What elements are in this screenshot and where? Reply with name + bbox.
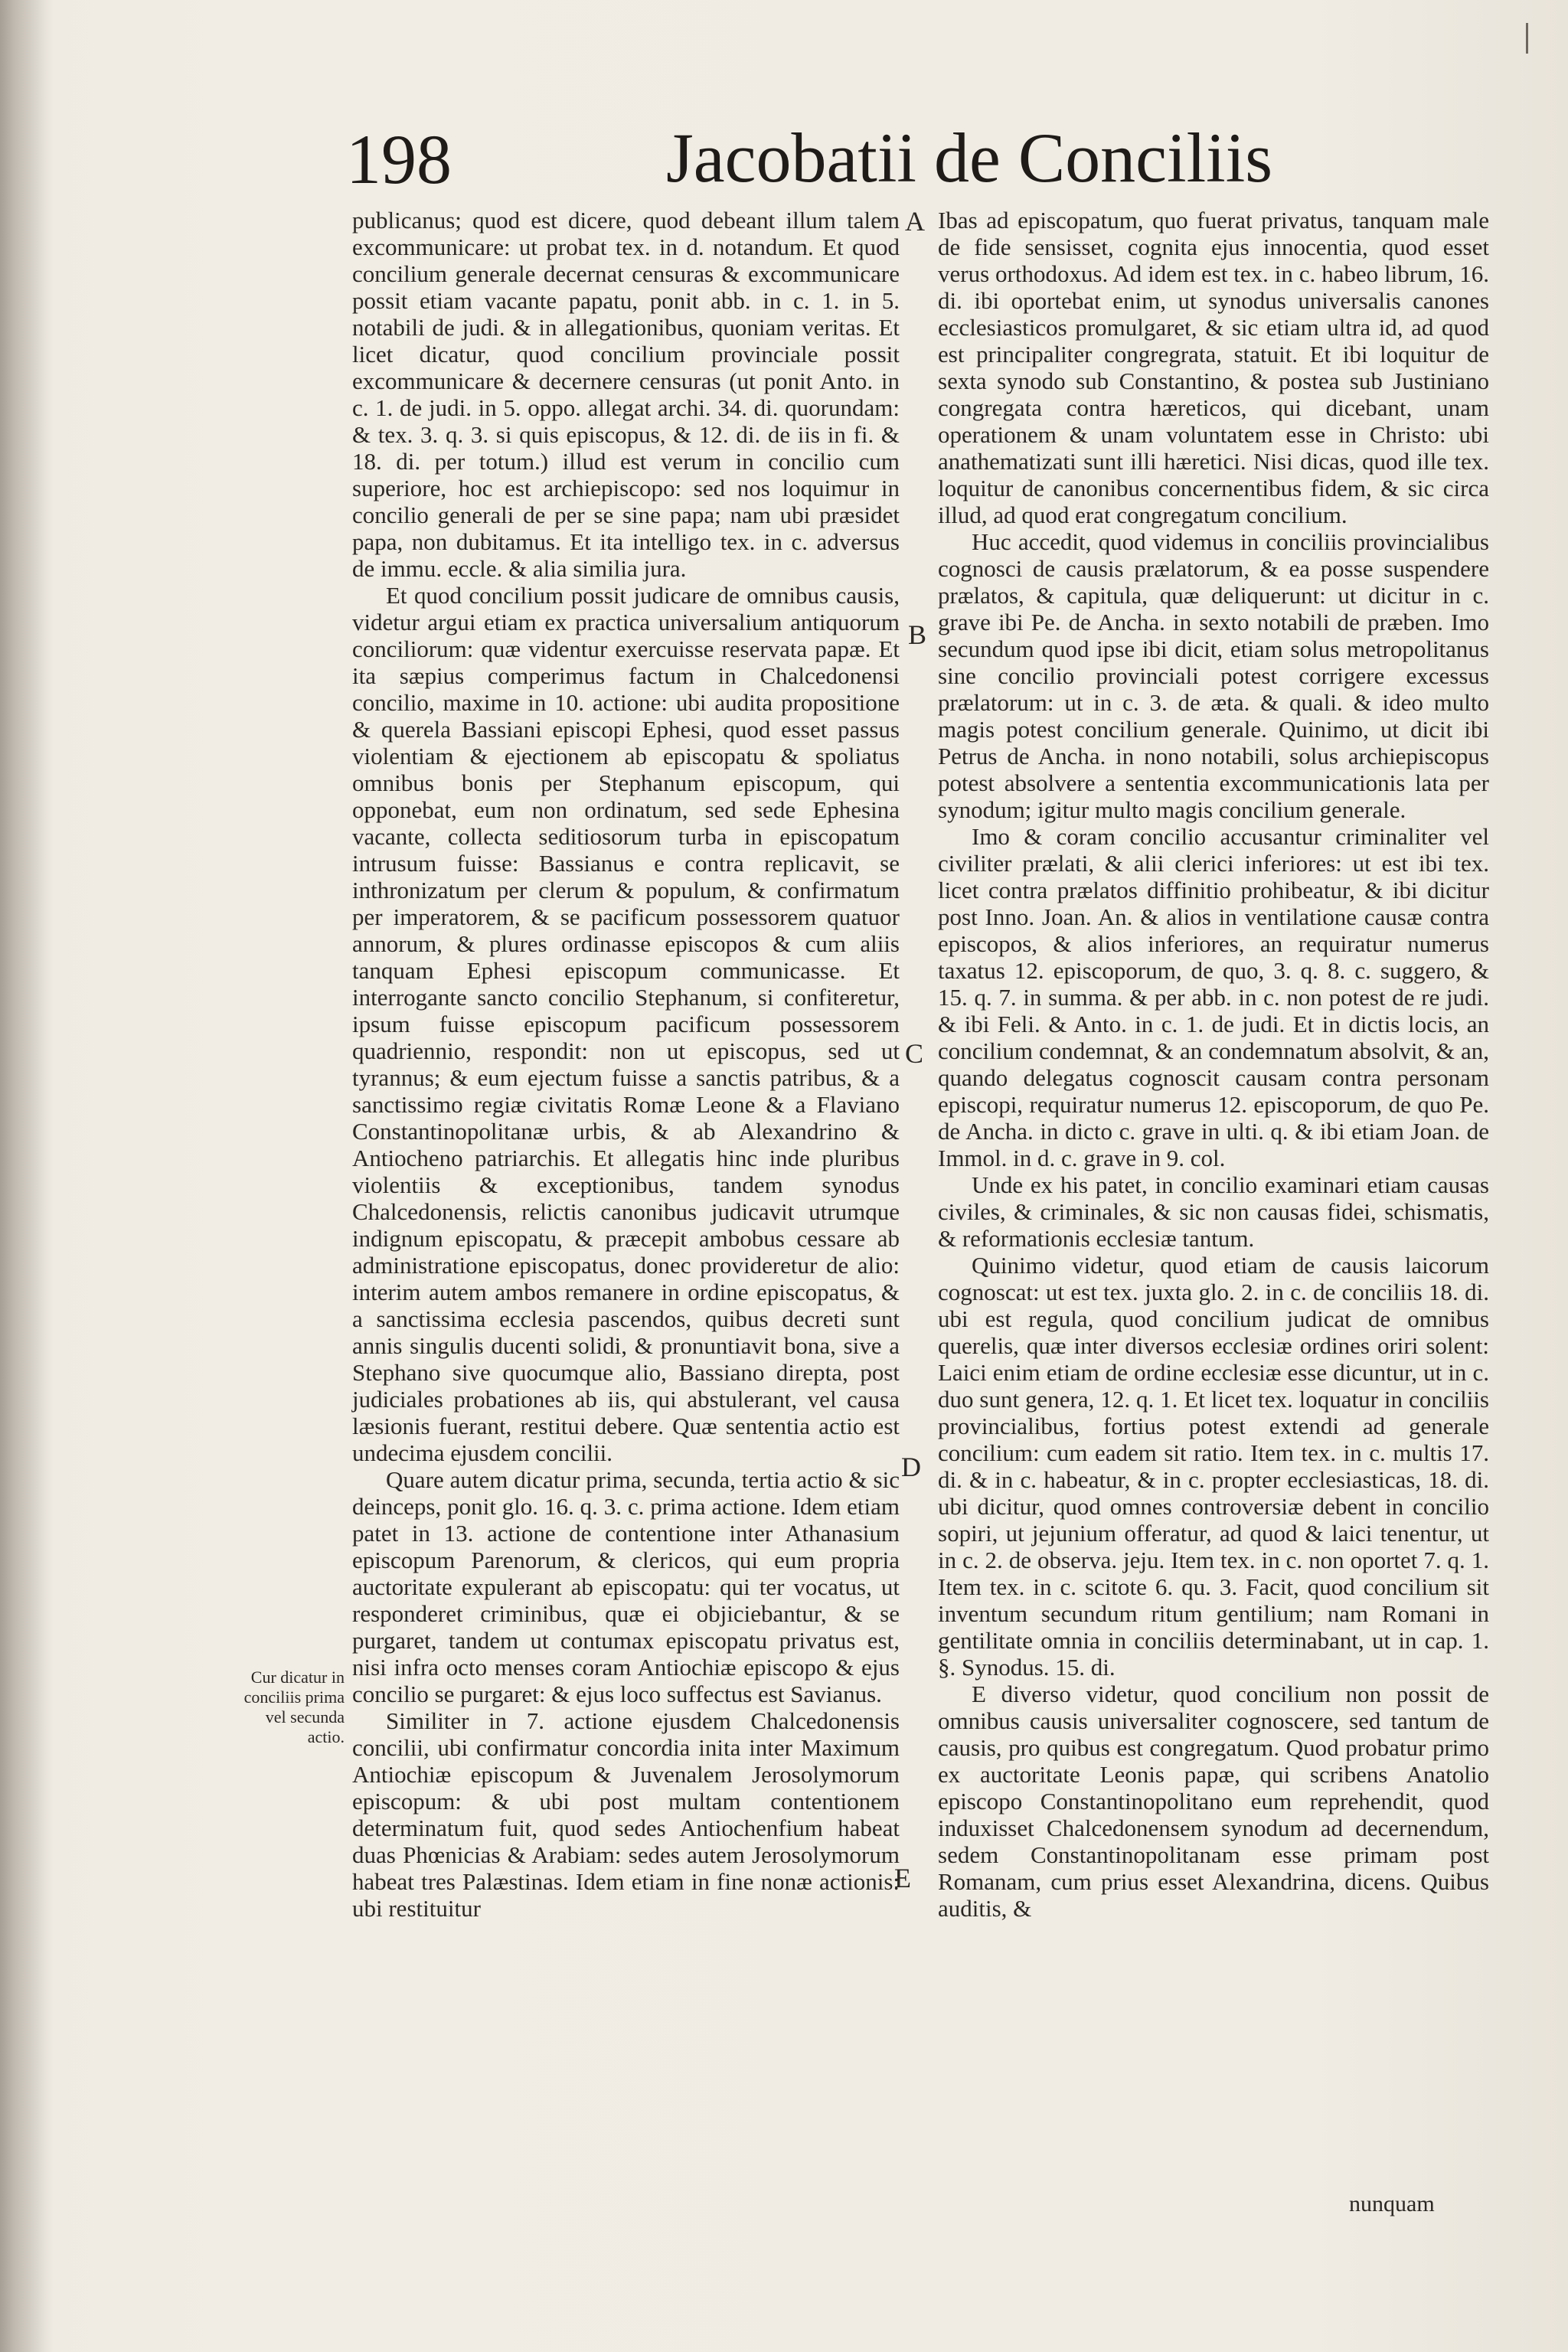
left-paragraph-1: publicanus; quod est dicere, quod debeant illum talem excommunicare: ut probat tex. in d. notandum. Et quod concilium generale decernat censuras & excommunicare possit etiam vacante papatu, ponit abb. in c. 1. in 5. notabili de judi. & in allegationibus, quoniam veritas. Et licet dicatur, quod concilium provinciale possit excommunicare & decernere censuras (ut ponit Anto. in c. 1. de judi. in 5. oppo. allegat archi. 34. di. quorundam: & tex. 3. q. 3. si quis episcopus, & 12. di. de iis in fi. & 18. di. per totum.) illud est verum in concilio cum superiore, hoc est archiepiscopo: sed nos loquimur in concilio generali de per se sine papa; nam ubi præsidet papa, non dubitamus. Et ita intelligo tex. in c. adversus de immu. eccle. & alia similia jura.: [352, 207, 900, 582]
left-paragraph-2: Et quod concilium possit judicare de omnibus causis, videtur argui etiam ex practica universalium antiquorum conciliorum: quæ videntur exercuisse reservata papæ. Et ita sæpius comperimus factum in Chalcedonensi concilio, maxime in 10. actione: ubi audita propositione & querela Bassiani episcopi Ephesi, quod esset passus violentiam & ejectionem ab episcopatu & spoliatus omnibus bonis per Stephanum episcopum, qui opponebat, eum non ordinatum, sed sede Ephesina vacante, collecta seditiosorum turba in episcopatum intrusum fuisse: Bassianus e contra replicavit, se inthronizatum per clerum & populum, & confirmatum per imperatorem, & se pacificum possessorem quatuor annorum, & plures ordinasse episcopos & cum aliis tanquam Ephesi episcopum communicasse. Et interrogante sancto concilio Stephanum, si confiteretur, ipsum fuisse episcopum pacificum possessorem quadriennio, respondit: non ut episcopus, sed ut tyrannus; & eum ejectum fuisse a sanctis patribus, & a sanctissimo regiæ civitatis Romæ Leone & a Flaviano Constantinopolitanæ urbis, & ab Alexandrino & Antiocheno patriarchis. Et allegatis hinc inde pluribus violentiis & exceptionibus, tandem synodus Chalcedonensis, relictis canonibus judicavit utrumque indignum episcopatu, & præcepit ambobus cessare ab administratione episcopatus, donec provideretur de alio: interim autem ambos remanere in ordine episcopatus, & a sanctissima ecclesia pascendos, quibus decreti sunt annis singulis ducenti solidi, & pronuntiavit bona, sive a Stephano sive quocumque alio, Bassiano direpta, post judiciales probationes ab iis, qui abstulerant, vel causa læsionis fuerant, restitui debere. Quæ sententia actio est undecima ejusdem concilii.: [352, 582, 900, 1466]
catchword: nunquam: [1349, 2191, 1435, 2216]
running-title: Jacobatii de Conciliis: [666, 119, 1273, 197]
margin-letter-b: B: [908, 619, 927, 650]
right-paragraph-4: Unde ex his patet, in concilio examinari etiam causas civiles, & criminales, & sic non causas fidei, schismatis, & reformationis ecclesiæ tantum.: [938, 1171, 1489, 1252]
margin-letter-c: C: [905, 1038, 924, 1069]
right-column: [938, 207, 1489, 1922]
binding-shadow: [0, 0, 54, 2352]
side-note: Cur dicatur in conciliis prima vel secunda actio.: [243, 1668, 345, 1746]
left-paragraph-4: Similiter in 7. actione ejusdem Chalcedonensis concilii, ubi confirmatur concordia inita inter Maximum Antiochiæ episcopum & Juvenalem Jerosolymorum episcopum: & ubi post multam contentionem determinatum fuit, quod sedes Antiochenfium habeat duas Phœnicias & Arabiam: sedes autem Jerosolymorum habeat tres Palæstinas. Idem etiam in fine nonæ actionis: ubi restituitur: [352, 1707, 900, 1922]
right-paragraph-1: Ibas ad episcopatum, quo fuerat privatus, tanquam male de fide sensisset, cognita ejus innocentia, quod esset verus orthodoxus. Ad idem est tex. in c. habeo librum, 16. di. ibi oportebat enim, ut synodus universalis canones ecclesiasticos promulgaret, & sic etiam ultra id, ad quod est principaliter congregrata, statuit. Et ibi loquitur de sexta synodo sub Constantino, & postea sub Justiniano congregata contra hæreticos, qui dicebant, unam operationem & unam voluntatem esse in Christo: ubi anathematizati sunt illi hæretici. Nisi dicas, quod ille tex. loquitur de canonibus concernentibus fidem, & sic circa illud, ad quod erat congregatum concilium.: [938, 207, 1489, 528]
margin-letter-d: D: [901, 1452, 921, 1482]
right-paragraph-3: Imo & coram concilio accusantur criminaliter vel civiliter prælati, & alii clerici inferiores: ut est ibi tex. licet contra prælatos diffinitio prohibeatur, & ibi dicitur post Inno. Joan. An. & alios in ventilatione causæ contra episcopos, & alios inferiores, an requiratur numerus taxatus 12. episcoporum, de quo, 3. q. 8. c. suggero, & 15. q. 7. in summa. & per abb. in c. non potest de re judi. & ibi Feli. & Anto. in c. 1. de judi. Et in dictis locis, an concilium condemnat, & an condemnatum absolvit, & an, quando delegatus cognoscit causam contra personam episcopi, requiratur numerus 12. episcoporum, de quo Pe. de Ancha. in dicto c. grave in ulti. q. & ibi etiam Joan. de Immol. in d. c. grave in 9. col.: [938, 823, 1489, 1171]
right-paragraph-2: Huc accedit, quod videmus in conciliis provincialibus cognosci de causis prælatorum, & ea posse suspendere prælatos, & capitula, quæ deliquerunt: ut dicitur in c. grave ibi Pe. de Ancha. in sexto notabili de præben. Imo secundum quod ipse ibi dicit, etiam solus metropolitanus sine concilio provinciali potest corrigere excessus prælatorum: ut in c. 3. de æta. & quali. & ideo multo magis potest concilium generale. Quinimo, ut dicit ibi Petrus de Ancha. in nono notabili, solus archiepiscopus potest absolvere a sententia excommunicationis lata per synodum; igitur multo magis concilium generale.: [938, 528, 1489, 823]
left-column: [352, 207, 900, 1922]
page-header: [0, 115, 1568, 199]
right-paragraph-6: E diverso videtur, quod concilium non possit de omnibus causis universaliter cognoscere, sed tantum de causis, pro quibus est congregatum. Quod probatur primo ex auctoritate Leonis papæ, qui scribens Anatolio episcopo Constantinopolitano eum reprehendit, quod induxisset Chalcedonensem synodum ad decernendum, sedem Constantinopolitanam esse primam post Romanam, cum prius esset Alexandrina, dicens. Quibus auditis, &: [938, 1681, 1489, 1922]
margin-letter-e: E: [894, 1863, 911, 1893]
page-number: 198: [346, 120, 452, 198]
left-paragraph-3: Quare autem dicatur prima, secunda, tertia actio & sic deinceps, ponit glo. 16. q. 3. c. prima actione. Idem etiam patet in 13. actione de contentione inter Athanasium episcopum Parenorum, & clericos, qui eum propria auctoritate expulerant ab episcopatu: qui ter vocatus, ut responderet criminibus, quæ ei objiciebantur, & se purgaret, tandem ut contumax episcopatu privatus est, nisi infra octo menses coram Antiochiæ episcopo & ejus concilio se purgaret: & ejus loco suffectus est Savianus.: [352, 1466, 900, 1707]
margin-letter-a: A: [905, 206, 925, 237]
scan-mark: [1526, 23, 1528, 54]
right-paragraph-5: Quinimo videtur, quod etiam de causis laicorum cognoscat: ut est tex. juxta glo. 2. in c. de conciliis 18. di. ubi est regula, quod concilium judicat de omnibus querelis, quæ inter diversos ecclesiæ ordines oriri solent: Laici enim etiam de ordine ecclesiæ esse dicuntur, ut in c. duo sunt genera, 12. q. 1. Et licet tex. loquatur in conciliis provincialibus, fortius potest extendi ad generale concilium: cum eadem sit ratio. Item tex. in c. multis 17. di. & in c. habeatur, & in c. propter ecclesiasticas, 18. di. ubi dicitur, quod omnes controversiæ debent in concilio sopiri, ut jejunium offeratur, ad quod & laici tenentur, ut in c. 2. de observa. jeju. Item tex. in c. non oportet 7. q. 1. Item tex. in c. scitote 6. qu. 3. Facit, quod concilium sit inventum secundum ritum gentilium; nam Romani in gentilitate omnia in conciliis determinabant, ut in cap. 1. §. Synodus. 15. di.: [938, 1252, 1489, 1681]
